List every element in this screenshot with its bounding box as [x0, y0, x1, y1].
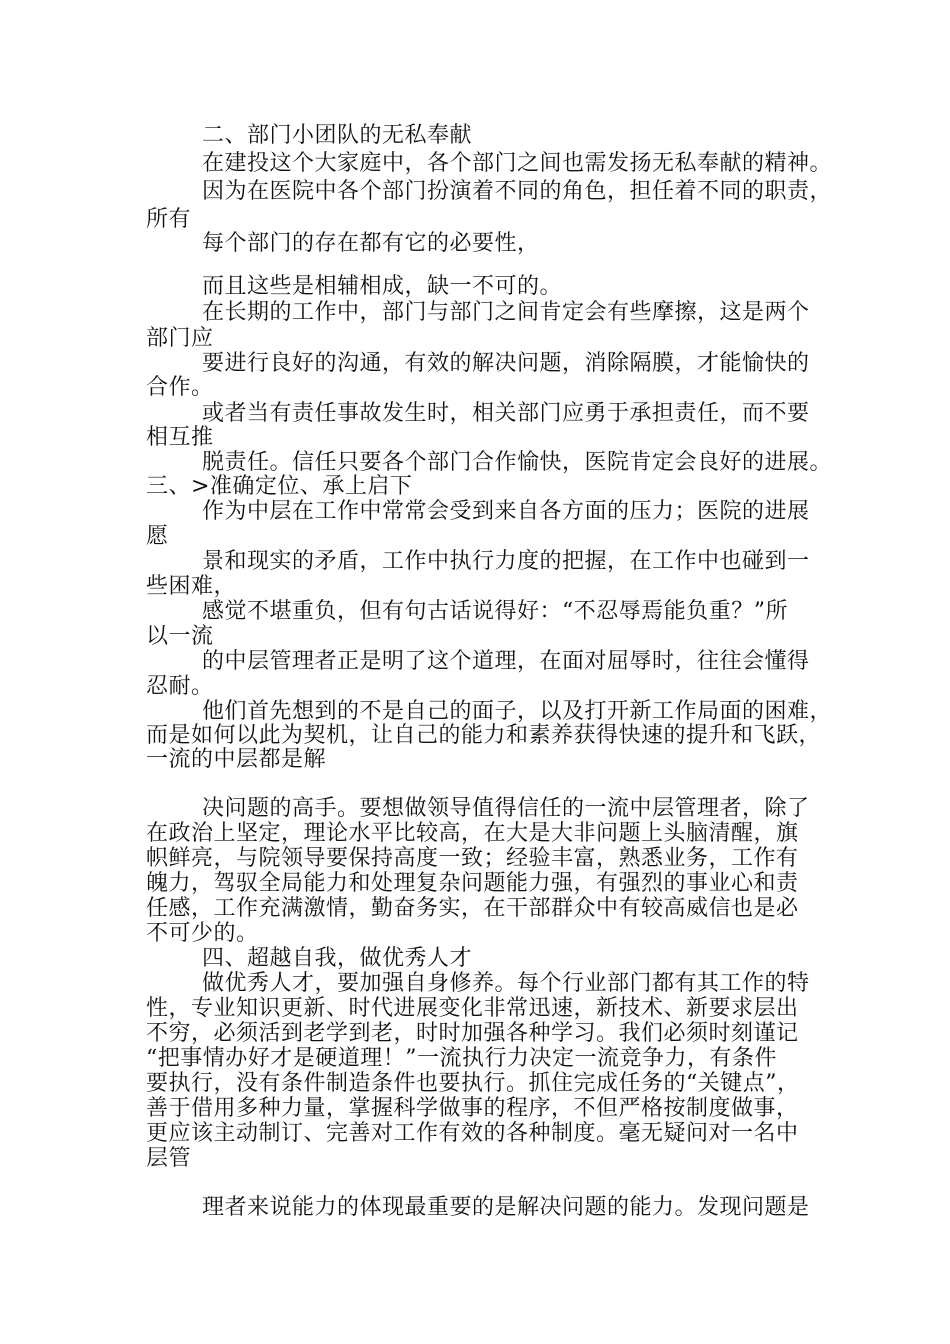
paragraph-line: 不可少的。 [146, 921, 259, 946]
paragraph-line: “把事情办好才是硬道理！”一流执行力决定一流竞争力，有条件 [146, 1046, 777, 1071]
paragraph-line: 愿 [146, 524, 169, 549]
paragraph-line: 在政治上坚定，理论水平比较高，在大是大非问题上头脑清醒，旗 [146, 821, 799, 846]
paragraph-line: 理者来说能力的体现最重要的是解决问题的能力。发现问题是 [202, 1195, 810, 1220]
paragraph-line: 或者当有责任事故发生时，相关部门应勇于承担责任，而不要 [202, 401, 810, 426]
paragraph-line: 合作。 [146, 375, 214, 400]
paragraph-line: 脱责任。信任只要各个部门合作愉快，医院肯定会良好的进展。 [202, 450, 833, 475]
paragraph-line: 性，专业知识更新、时代进展变化非常迅速，新技术、新要求层出 [146, 996, 799, 1021]
paragraph-line: 要执行，没有条件制造条件也要执行。抓住完成任务的“关键点”， [146, 1071, 800, 1096]
paragraph-line: 以一流 [146, 624, 214, 649]
paragraph-line: 相互推 [146, 425, 214, 450]
paragraph-line: 所有 [146, 207, 192, 232]
paragraph-line: 更应该主动制订、完善对工作有效的各种制度。毫无疑问对一名中 [146, 1121, 799, 1146]
paragraph-line: 景和现实的矛盾，工作中执行力度的把握，在工作中也碰到一 [202, 549, 810, 574]
paragraph-line: 些困难， [146, 574, 237, 599]
paragraph-line: 决问题的高手。要想做领导值得信任的一流中层管理者，除了 [202, 796, 810, 821]
paragraph-line: 做优秀人才，要加强自身修养。每个行业部门都有其工作的特 [202, 971, 810, 996]
paragraph-line: 任感，工作充满激情，勤奋务实，在干部群众中有较高威信也是必 [146, 896, 799, 921]
paragraph-line: 要进行良好的沟通，有效的解决问题，消除隔膜，才能愉快的 [202, 351, 810, 376]
paragraph-line: 的中层管理者正是明了这个道理，在面对屈辱时，往往会懂得 [202, 649, 810, 674]
paragraph-line: 一流的中层都是解 [146, 747, 327, 772]
paragraph-line: 而且这些是相辅相成，缺一不可的。 [202, 274, 563, 299]
paragraph-line: 部门应 [146, 326, 214, 351]
paragraph-line: 帜鲜亮，与院领导要保持高度一致；经验丰富，熟悉业务，工作有 [146, 846, 799, 871]
paragraph-line: 因为在医院中各个部门扮演着不同的角色，担任着不同的职责， [202, 179, 833, 204]
paragraph-line: 他们首先想到的不是自己的面子，以及打开新工作局面的困难， [202, 699, 833, 724]
paragraph-line: 每个部门的存在都有它的必要性， [202, 231, 540, 256]
paragraph-line: 善于借用多种力量，掌握科学做事的程序，不但严格按制度做事， [146, 1096, 799, 1121]
section-heading-4: 四、超越自我，做优秀人才 [202, 946, 473, 971]
paragraph-line: 感觉不堪重负，但有句古话说得好：“不忍辱焉能负重？”所 [202, 599, 788, 624]
paragraph-line: 而是如何以此为契机，让自己的能力和素养获得快速的提升和飞跃， [146, 723, 822, 748]
paragraph-line: 在长期的工作中，部门与部门之间肯定会有些摩擦，这是两个 [202, 300, 810, 325]
paragraph-line: 忍耐。 [146, 674, 214, 699]
paragraph-line: 层管 [146, 1146, 192, 1171]
paragraph-line: 作为中层在工作中常常会受到来自各方面的压力；医院的进展 [202, 499, 810, 524]
paragraph-line: 在建投这个大家庭中，各个部门之间也需发扬无私奉献的精神。 [202, 151, 833, 176]
paragraph-line: 不穷，必须活到老学到老，时时加强各种学习。我们必须时刻谨记 [146, 1021, 799, 1046]
section-heading-3: 三、>准确定位、承上启下 [146, 474, 413, 499]
paragraph-line: 魄力，驾驭全局能力和处理复杂问题能力强，有强烈的事业心和责 [146, 871, 799, 896]
section-heading-2: 二、部门小团队的无私奉献 [202, 123, 473, 148]
